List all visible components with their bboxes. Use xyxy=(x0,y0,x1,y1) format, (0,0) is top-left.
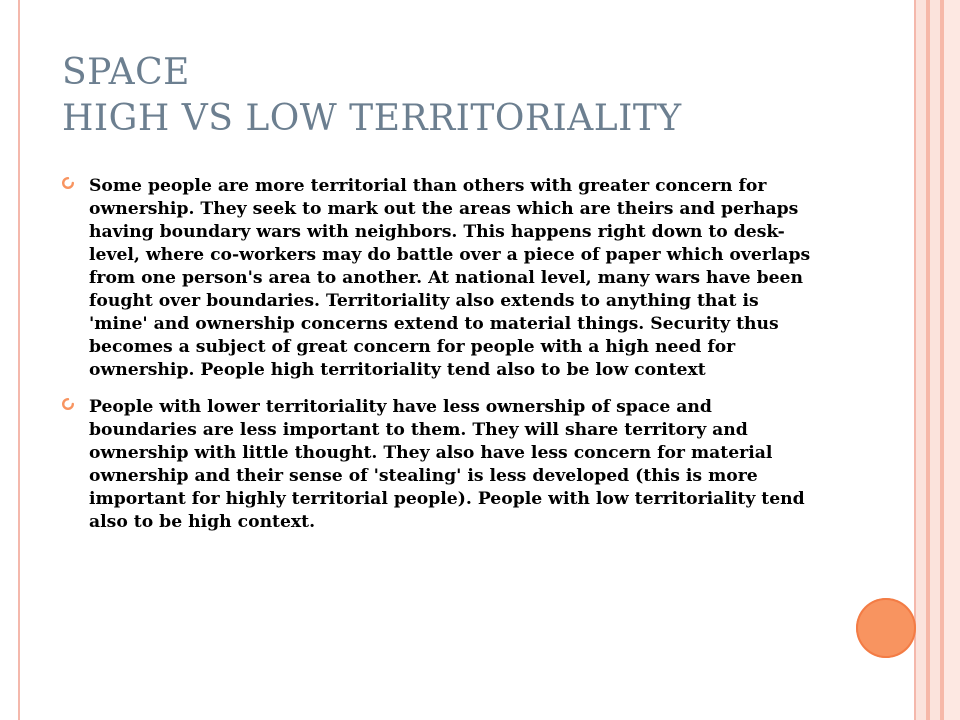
slide-title xyxy=(62,50,882,142)
decor-circle xyxy=(856,598,916,658)
ring-bullet-icon xyxy=(62,177,74,189)
title-line-2: HIGH VS LOW TERRITORIALITY xyxy=(62,98,682,139)
title-line-1: SPACE xyxy=(62,52,190,93)
bullet-item xyxy=(62,396,822,534)
bullet-text: Some people are more territorial than others with greater concern for ownership. They seek to mark out the areas which are theirs and perhaps having boundary wars with neighbors. This happens right down to desk-level, where co-workers may do battle over a piece of paper which overlaps from one person's area to another. At national level, many wars have been fought over boundaries. Territoriality also extends to anything that is 'mine' and ownership concerns extend to material things. Security thus becomes a subject of great concern for people with a high need for ownership. People high territoriality tend also to be low context xyxy=(89,176,811,380)
bullet-item xyxy=(62,175,822,382)
ring-bullet-icon xyxy=(62,398,74,410)
bullet-list xyxy=(62,175,822,548)
decor-stripe xyxy=(930,0,940,720)
decor-stripe xyxy=(916,0,926,720)
bullet-text: People with lower territoriality have less ownership of space and boundaries are less important to them. They will share territory and ownership with little thought. They also have less concern for material ownership and their sense of 'stealing' is less developed (this is more important for highly territorial people). People with low territoriality tend also to be high context. xyxy=(89,397,805,532)
decor-stripe xyxy=(944,0,960,720)
